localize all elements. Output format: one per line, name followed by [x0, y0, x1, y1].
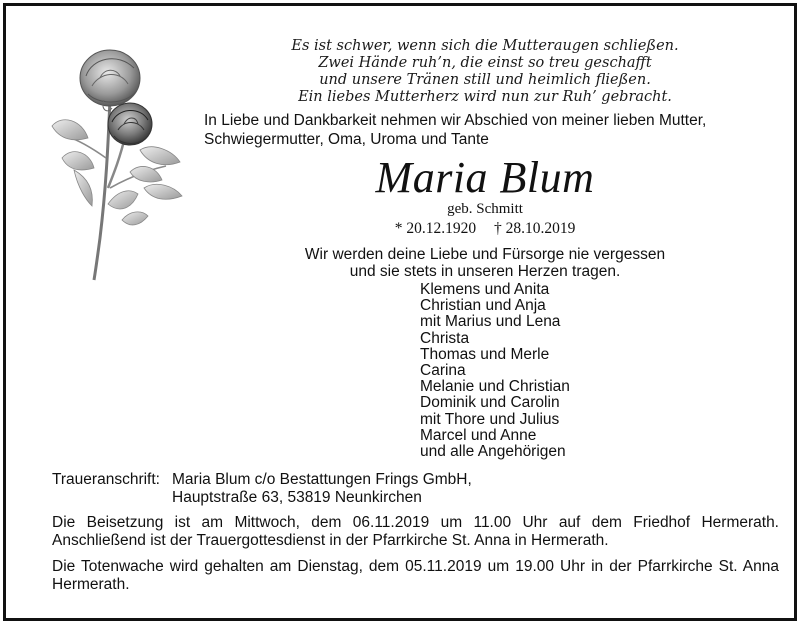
- list-item: Dominik und Carolin: [420, 394, 560, 412]
- address-line: Maria Blum c/o Bestattungen Frings GmbH,: [172, 471, 472, 488]
- birth-date: * 20.12.1920: [394, 220, 477, 237]
- address-line: Hauptstraße 63, 53819 Neunkirchen: [172, 489, 422, 506]
- list-item: Melanie und Christian: [420, 378, 570, 396]
- list-item: mit Marius und Lena: [420, 313, 561, 331]
- birth-name: geb. Schmitt: [447, 201, 523, 217]
- poem-line: Zwei Hände ruh’n, die einst so treu geschafft: [318, 55, 652, 71]
- list-item: Thomas und Merle: [420, 345, 550, 363]
- motto-line: und sie stets in unseren Herzen tragen.: [349, 263, 621, 280]
- list-item: Marcel und Anne: [420, 426, 537, 444]
- life-dates: [340, 220, 630, 238]
- intro-text: [204, 111, 774, 149]
- burial-notice: Die Beisetzung ist am Mittwoch, dem 06.11.2019 um 11.00 Uhr auf dem Friedhof Hermerath. Anschließend ist der Trauergottesdienst in der Pfarrkirche St. Anna in Hermerath.: [52, 514, 779, 549]
- poem-line: Es ist schwer, wenn sich die Mutteraugen schließen.: [291, 38, 679, 54]
- motto: [280, 246, 690, 280]
- list-item: Christa: [420, 329, 470, 347]
- wake-notice: Die Totenwache wird gehalten am Dienstag, dem 05.11.2019 um 19.00 Uhr in der Pfarrkirche St. Anna Hermerath.: [52, 558, 779, 593]
- list-item: Carina: [420, 362, 466, 380]
- address-label: Traueranschrift:: [52, 471, 160, 488]
- poem-line: Ein liebes Mutterherz wird nun zur Ruh’ gebracht.: [298, 89, 672, 105]
- rose-icon: [48, 38, 188, 288]
- deceased-name: Maria Blum: [375, 153, 595, 202]
- poem: [290, 38, 680, 106]
- intro-line: In Liebe und Dankbarkeit nehmen wir Abschied von meiner lieben Mutter,: [204, 112, 707, 129]
- list-item: und alle Angehörigen: [420, 443, 566, 461]
- list-item: Klemens und Anita: [420, 281, 550, 298]
- motto-line: Wir werden deine Liebe und Fürsorge nie vergessen: [304, 246, 666, 263]
- death-date: † 28.10.2019: [493, 220, 576, 237]
- poem-line: und unsere Tränen still und heimlich fließen.: [319, 72, 651, 88]
- mourning-address: [52, 471, 772, 507]
- list-item: Christian und Anja: [420, 297, 546, 315]
- mourners-list: [420, 282, 680, 460]
- intro-line: Schwiegermutter, Oma, Uroma und Tante: [204, 131, 489, 148]
- list-item: mit Thore und Julius: [420, 410, 560, 428]
